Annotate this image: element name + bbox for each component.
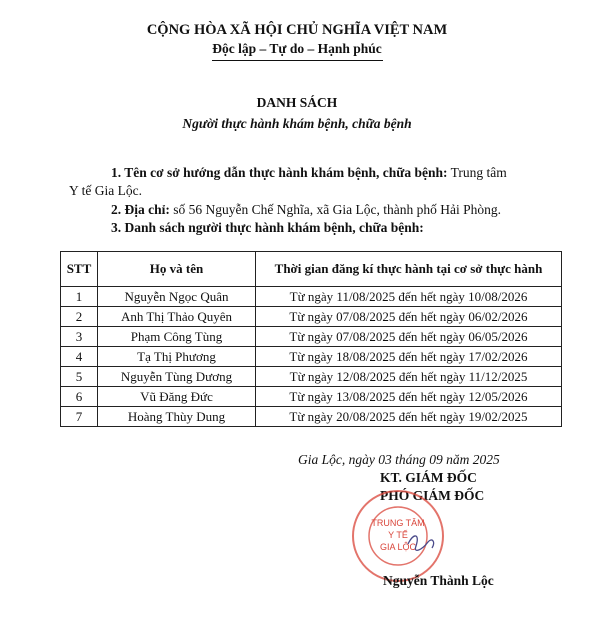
stamp-line-2: Y TẾ xyxy=(388,530,408,540)
cell-stt: 1 xyxy=(61,287,98,307)
table-row xyxy=(61,307,562,327)
item1-label: 1. Tên cơ sở hướng dẫn thực hành khám bệnh, chữa bệnh: xyxy=(111,165,448,180)
signatory-title-1: KT. GIÁM ĐỐC xyxy=(380,470,477,485)
item1-line xyxy=(111,165,507,181)
cell-name: Phạm Công Tùng xyxy=(98,327,256,347)
header-name: Họ và tên xyxy=(98,252,256,287)
item1-value: Trung tâm xyxy=(447,165,507,180)
cell-period: Từ ngày 07/08/2025 đến hết ngày 06/02/2026 xyxy=(256,307,562,327)
cell-stt: 6 xyxy=(61,387,98,407)
item1-value-continued: Y tế Gia Lộc. xyxy=(69,183,142,198)
item3-label: 3. Danh sách người thực hành khám bệnh, chữa bệnh: xyxy=(111,220,424,235)
practitioner-table xyxy=(60,251,562,427)
item2-value: số 56 Nguyễn Chế Nghĩa, xã Gia Lộc, thành phố Hải Phòng. xyxy=(169,202,501,217)
cell-stt: 3 xyxy=(61,327,98,347)
table-header-row xyxy=(61,252,562,287)
cell-period: Từ ngày 20/08/2025 đến hết ngày 19/02/2025 xyxy=(256,407,562,427)
document-title: DANH SÁCH xyxy=(256,95,338,110)
cell-name: Anh Thị Thảo Quyên xyxy=(98,307,256,327)
cell-name: Vũ Đăng Đức xyxy=(98,387,256,407)
table-row xyxy=(61,347,562,367)
cell-stt: 5 xyxy=(61,367,98,387)
item2-label: 2. Địa chỉ: xyxy=(111,202,170,217)
cell-period: Từ ngày 13/08/2025 đến hết ngày 12/05/2026 xyxy=(256,387,562,407)
cell-period: Từ ngày 12/08/2025 đến hết ngày 11/12/2025 xyxy=(256,367,562,387)
cell-name: Hoàng Thùy Dung xyxy=(98,407,256,427)
national-motto: Độc lập – Tự do – Hạnh phúc xyxy=(212,41,382,56)
official-stamp xyxy=(350,488,446,584)
table-row xyxy=(61,287,562,307)
item2-line xyxy=(111,202,501,218)
motto-underline xyxy=(212,60,383,61)
cell-name: Tạ Thị Phương xyxy=(98,347,256,367)
signer-name: Nguyễn Thành Lộc xyxy=(383,573,494,588)
header-period: Thời gian đăng kí thực hành tại cơ sở thực hành xyxy=(256,252,562,287)
stamp-line-3: GIA LỘC xyxy=(379,542,417,552)
cell-name: Nguyễn Tùng Dương xyxy=(98,367,256,387)
table-row xyxy=(61,327,562,347)
header-stt: STT xyxy=(61,252,98,287)
table-row xyxy=(61,407,562,427)
table-row xyxy=(61,387,562,407)
cell-stt: 4 xyxy=(61,347,98,367)
stamp-line-1: TRUNG TÂM xyxy=(371,518,425,528)
cell-stt: 7 xyxy=(61,407,98,427)
cell-period: Từ ngày 07/08/2025 đến hết ngày 06/05/2026 xyxy=(256,327,562,347)
document-subtitle: Người thực hành khám bệnh, chữa bệnh xyxy=(182,116,412,131)
national-title: CỘNG HÒA XÃ HỘI CHỦ NGHĨA VIỆT NAM xyxy=(146,22,448,38)
table-row xyxy=(61,367,562,387)
cell-period: Từ ngày 11/08/2025 đến hết ngày 10/08/2026 xyxy=(256,287,562,307)
cell-period: Từ ngày 18/08/2025 đến hết ngày 17/02/2026 xyxy=(256,347,562,367)
place-and-date: Gia Lộc, ngày 03 tháng 09 năm 2025 xyxy=(298,452,500,467)
cell-stt: 2 xyxy=(61,307,98,327)
signatory-title-2: PHÓ GIÁM ĐỐC xyxy=(380,488,485,503)
cell-name: Nguyễn Ngọc Quân xyxy=(98,287,256,307)
